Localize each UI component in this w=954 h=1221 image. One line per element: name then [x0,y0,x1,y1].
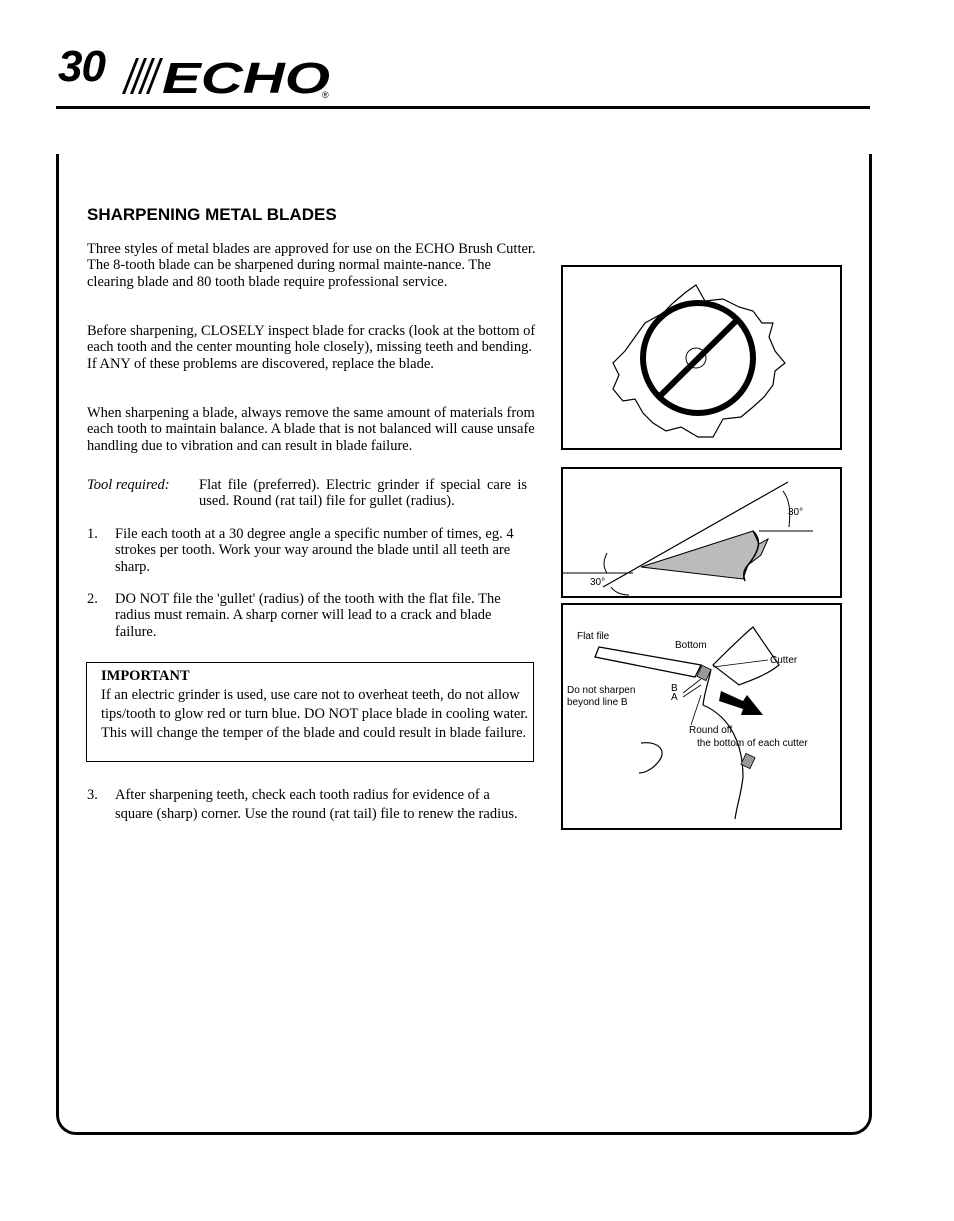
step-text: After sharpening teeth, check each tooth radius for evidence of a square (sharp) corner. Use the round (rat tail) file to renew the radius. [115,787,518,822]
blade-illustration [563,267,840,448]
important-box [86,662,534,762]
file-detail-illustration [563,605,840,828]
angle-top-label: 30° [788,507,804,518]
tool-required-label: Tool required: [87,477,170,493]
tool-required [87,477,527,510]
angle-illustration [563,469,840,596]
section-title: SHARPENING METAL BLADES [87,205,337,224]
round-off-label: Round off [689,725,733,736]
cutter-label: Cutter [770,655,798,666]
angle-bottom-label: 30° [590,577,606,588]
do-not-sharpen-label-2: beyond line B [567,697,628,708]
file-detail-figure [561,603,842,830]
inspection-paragraph: Before sharpening, CLOSELY inspect blade for cracks (look at the bottom of each tooth and the center mounting hole closely), missing teeth and bending. If ANY of these problems are discovered, replace the blade. [87,323,536,372]
step-text: DO NOT file the 'gullet' (radius) of the tooth with the flat file. The radius must remain. A sharp corner will lead to a crack and blade failure. [115,591,501,640]
important-text: If an electric grinder is used, use care not to overheat teeth, do not allow tips/tooth to glow red or turn blue. DO NOT place blade in cooling water. This will change the temper of the blade and could result in blade failure. [101,687,528,741]
bottom-label: Bottom [675,640,707,651]
step-2 [87,591,527,640]
intro-paragraph: Three styles of metal blades are approved for use on the ECHO Brush Cutter. The 8-tooth blade can be sharpened during normal mainte-nance. The clearing blade and 80 tooth blade require professional service. [87,241,536,290]
flat-file-label: Flat file [577,631,610,642]
direction-arrow-icon [719,691,763,715]
step-number: 1. [87,526,98,542]
svg-text:ECHO: ECHO [162,54,330,100]
tool-required-value: Flat file (preferred). Electric grinder if special care is used. Round (rat tail) file for gullet (radius). [199,477,527,510]
step-number: 2. [87,591,98,607]
page-number: 30 [58,42,105,91]
step-text: File each tooth at a 30 degree angle a specific number of times, eg. 4 strokes per tooth. Work your way around the blade until all teeth are sharp. [115,526,514,575]
round-off-label-2: the bottom of each cutter [697,738,808,749]
do-not-sharpen-label: Do not sharpen [567,685,636,696]
balance-paragraph: When sharpening a blade, always remove the same amount of materials from each tooth to maintain balance. A blade that is not balanced will cause unsafe handling due to vibration and can result in blade failure. [87,405,535,454]
mark-a: A [671,692,678,703]
step-number: 3. [87,787,98,803]
echo-logo [118,50,338,100]
header-rule [56,106,870,109]
angle-figure [561,467,842,598]
step-1 [87,526,527,575]
important-heading: IMPORTANT [101,668,190,684]
svg-text:®: ® [322,90,329,100]
mark-b: B [671,683,678,694]
step-3 [87,786,527,824]
blade-prohibition-figure [561,265,842,450]
